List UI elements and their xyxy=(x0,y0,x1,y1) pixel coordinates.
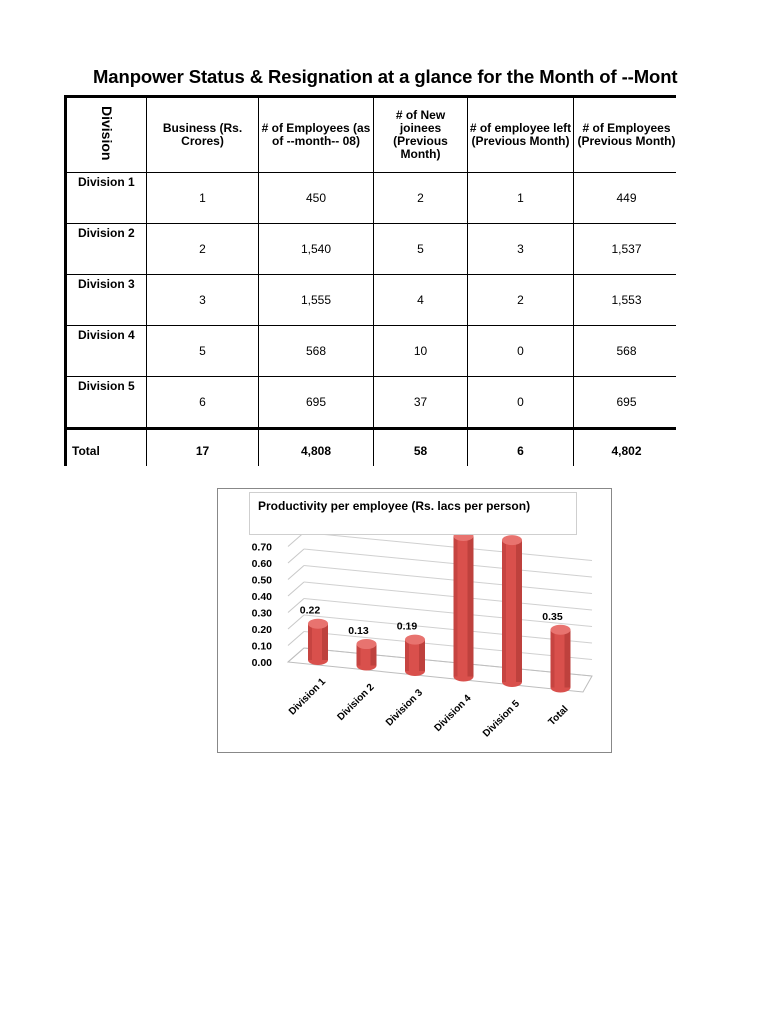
gridline xyxy=(288,615,304,629)
table-row xyxy=(66,377,677,429)
total-row xyxy=(66,429,677,467)
data-label: 0.13 xyxy=(348,625,369,638)
table-cell: 1 xyxy=(468,173,574,224)
y-tick-label: 0.60 xyxy=(251,558,272,570)
table-cell: 1 xyxy=(147,173,259,224)
bar-cylinder-shade xyxy=(502,540,506,682)
table-cell: 568 xyxy=(259,326,374,377)
table-row xyxy=(66,224,677,275)
x-tick-label: Division 1 xyxy=(286,676,329,718)
data-label: 0.35 xyxy=(542,610,563,623)
table-cell: 695 xyxy=(259,377,374,429)
column-header: # of Employees (Previous Month) xyxy=(574,97,677,173)
bar-cylinder-shade xyxy=(551,630,555,688)
division-name: Division 4 xyxy=(66,326,147,377)
y-tick-label: 0.30 xyxy=(251,607,272,620)
table-cell: 1,555 xyxy=(259,275,374,326)
gridline xyxy=(304,549,592,577)
y-tick-label: 0.00 xyxy=(251,657,272,669)
bar-cylinder-shade xyxy=(308,624,312,660)
table-cell: 1,537 xyxy=(574,224,677,275)
manpower-table xyxy=(64,95,676,466)
table-cell: 695 xyxy=(574,377,677,429)
x-tick-label: Division 5 xyxy=(480,698,523,740)
page-title: Manpower Status & Resignation at a glance for the Month of --Mont xyxy=(93,66,678,87)
bar-cylinder-shade xyxy=(322,624,328,660)
gridline xyxy=(288,566,304,580)
bar-cylinder-shade xyxy=(405,640,409,671)
total-cell: 6 xyxy=(468,429,574,467)
gridline xyxy=(304,533,592,561)
bar-cylinder-shade xyxy=(516,540,522,682)
table-cell: 1,553 xyxy=(574,275,677,326)
table-cell: 2 xyxy=(147,224,259,275)
x-tick-label: Division 3 xyxy=(383,687,426,729)
division-name: Division 3 xyxy=(66,275,147,326)
manpower-table-wrapper xyxy=(64,95,676,466)
column-header: # of New joinees (Previous Month) xyxy=(374,97,468,173)
y-tick-label: 0.40 xyxy=(251,591,272,603)
table-cell: 0 xyxy=(468,326,574,377)
data-label: 0.19 xyxy=(396,620,418,633)
bar-cylinder-shade xyxy=(419,640,425,671)
division-name: Division 5 xyxy=(66,377,147,429)
data-label: 0.22 xyxy=(299,604,321,617)
total-label: Total xyxy=(66,429,147,467)
table-cell: 10 xyxy=(374,326,468,377)
table-cell: 3 xyxy=(147,275,259,326)
table-cell: 5 xyxy=(147,326,259,377)
y-tick-label: 0.50 xyxy=(251,574,272,587)
table-cell: 37 xyxy=(374,377,468,429)
y-tick-label: 0.20 xyxy=(251,624,272,636)
table-cell: 6 xyxy=(147,377,259,429)
gridline xyxy=(304,582,592,610)
x-tick-label: Division 4 xyxy=(432,692,474,735)
total-cell: 4,802 xyxy=(574,429,677,467)
table-header-row xyxy=(66,97,677,173)
table-cell: 450 xyxy=(259,173,374,224)
bar-cylinder-top xyxy=(551,625,571,635)
chart-title: Productivity per employee (Rs. lacs per person) xyxy=(249,492,577,535)
y-tick-label: 0.70 xyxy=(251,541,272,554)
gridline xyxy=(304,632,592,660)
bar-cylinder-shade xyxy=(468,536,474,677)
bar-cylinder-top xyxy=(308,619,328,629)
table-cell: 3 xyxy=(468,224,574,275)
bar-cylinder-shade xyxy=(565,630,571,688)
table-cell: 4 xyxy=(374,275,468,326)
total-cell: 17 xyxy=(147,429,259,467)
table-cell: 5 xyxy=(374,224,468,275)
total-cell: 58 xyxy=(374,429,468,467)
table-cell: 2 xyxy=(468,275,574,326)
gridline xyxy=(288,582,304,596)
bar-cylinder-top xyxy=(502,535,522,545)
division-name: Division 2 xyxy=(66,224,147,275)
division-column-header: Division xyxy=(66,97,147,173)
column-header: Business (Rs. Crores) xyxy=(147,97,259,173)
bar-cylinder-shade xyxy=(454,536,458,677)
table-row xyxy=(66,173,677,224)
table-cell: 568 xyxy=(574,326,677,377)
x-tick-label: Division 2 xyxy=(335,681,377,724)
productivity-chart xyxy=(217,488,612,753)
division-name: Division 1 xyxy=(66,173,147,224)
table-cell: 449 xyxy=(574,173,677,224)
table-cell: 2 xyxy=(374,173,468,224)
gridline xyxy=(288,632,304,646)
total-cell: 4,808 xyxy=(259,429,374,467)
column-header: # of employee left (Previous Month) xyxy=(468,97,574,173)
y-tick-label: 0.10 xyxy=(251,640,272,653)
table-cell: 0 xyxy=(468,377,574,429)
column-header: # of Employees (as of --month-- 08) xyxy=(259,97,374,173)
bar-cylinder-top xyxy=(405,635,425,645)
x-tick-label: Total xyxy=(546,703,571,728)
table-cell: 1,540 xyxy=(259,224,374,275)
gridline xyxy=(288,549,304,563)
gridline xyxy=(304,566,592,594)
table-row xyxy=(66,275,677,326)
table-row xyxy=(66,326,677,377)
bar-cylinder-top xyxy=(357,639,377,649)
